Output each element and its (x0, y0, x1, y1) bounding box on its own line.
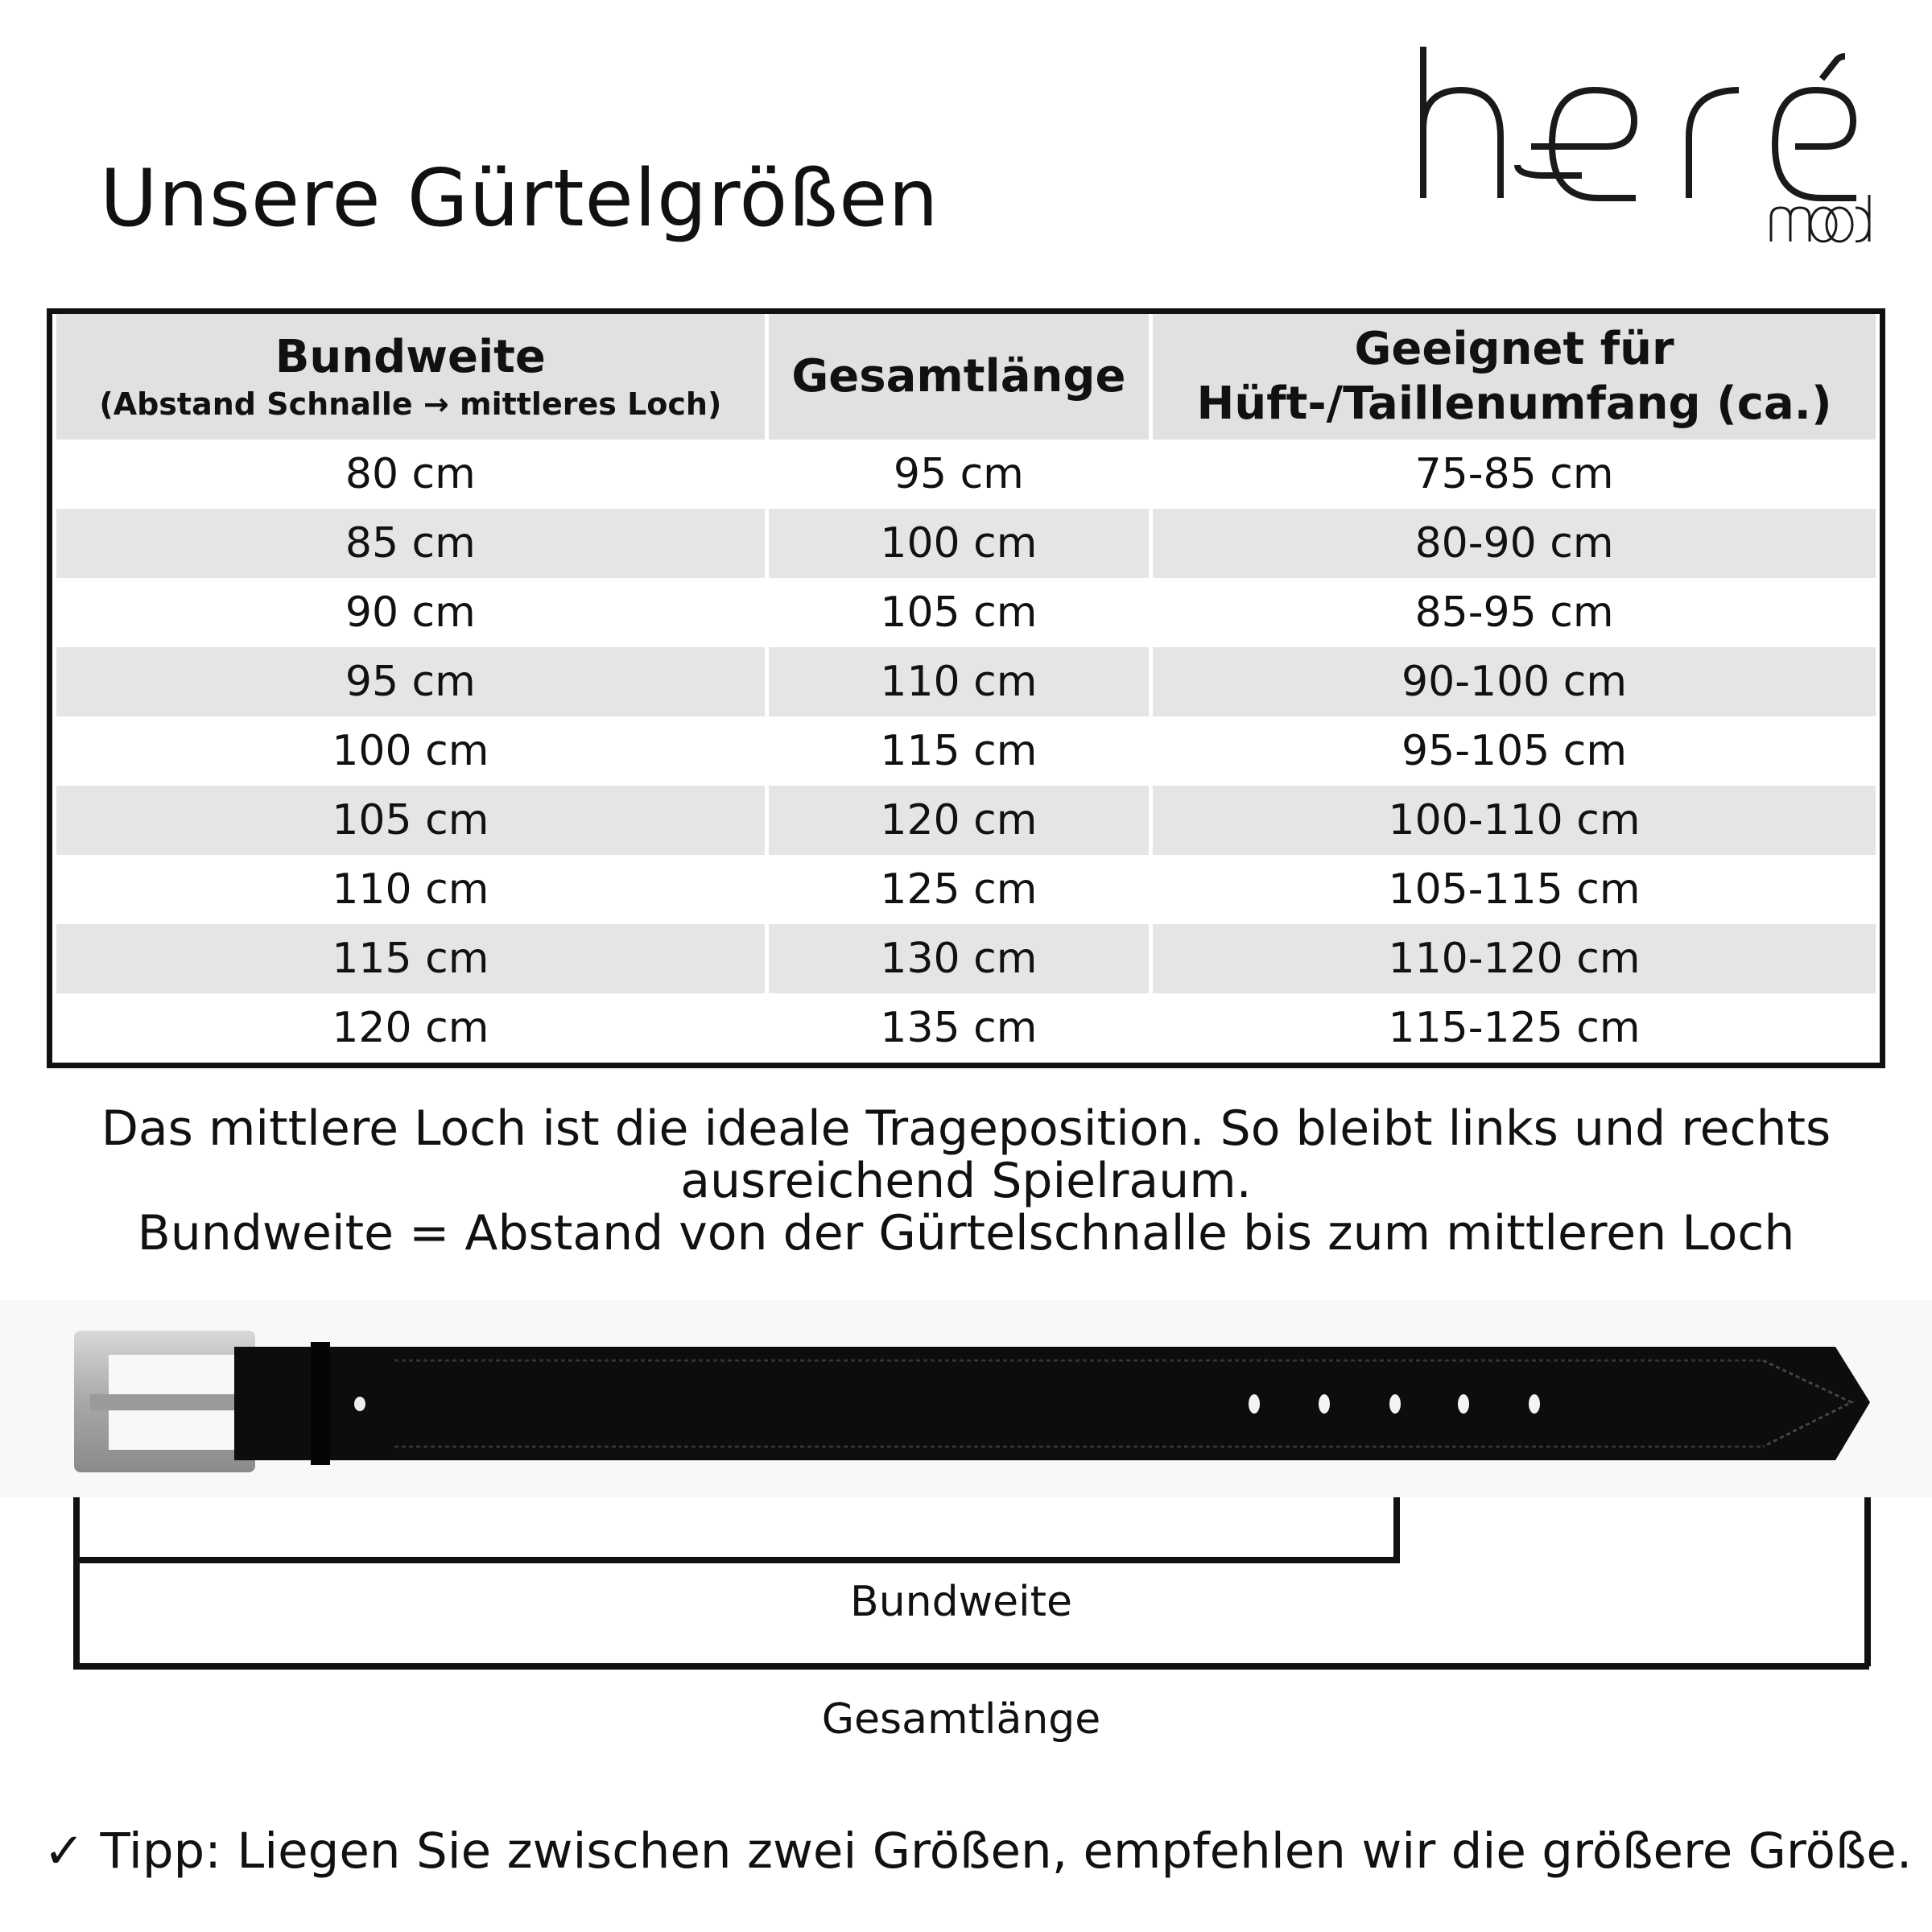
belt-hole (1249, 1394, 1260, 1414)
header-title: Bundweite (275, 331, 546, 383)
table-row (56, 716, 1876, 786)
cell-geeignet: 100-110 cm (1153, 786, 1876, 855)
header-geeignet (1153, 314, 1876, 440)
cell-gesamtlaenge: 95 cm (893, 450, 1024, 498)
cell-gesamtlaenge: 130 cm (769, 924, 1149, 993)
cell-bundweite: 85 cm (56, 509, 765, 578)
cell-gesamtlaenge: 120 cm (769, 786, 1149, 855)
cell-gesamtlaenge: 110 cm (769, 647, 1149, 716)
note-line: Bundweite = Abstand von der Gürtelschnalle bis zum mittleren Loch (137, 1205, 1795, 1261)
header-title-line2: Hüft-/Taillenumfang (ca.) (1196, 378, 1832, 430)
belt-hole (1319, 1394, 1330, 1414)
cell-bundweite: 90 cm (345, 588, 476, 637)
bundweite-label: Bundweite (850, 1578, 1072, 1626)
table-row (56, 509, 1876, 578)
cell-geeignet: 105-115 cm (1388, 865, 1641, 914)
cell-bundweite: 115 cm (56, 924, 765, 993)
cell-bundweite: 110 cm (332, 865, 489, 914)
cell-bundweite: 105 cm (56, 786, 765, 855)
note-line: Das mittlere Loch ist die ideale Trageposition. So bleibt links und rechts (101, 1100, 1831, 1157)
brand-logo (1401, 32, 1900, 258)
explanation-text (0, 1100, 1932, 1261)
cell-gesamtlaenge: 115 cm (880, 727, 1038, 775)
table-header-row (56, 314, 1876, 440)
cell-bundweite: 100 cm (332, 727, 489, 775)
belt-image (0, 1300, 1932, 1497)
table-row (56, 786, 1876, 855)
cell-gesamtlaenge: 135 cm (880, 1004, 1038, 1052)
cell-geeignet: 115-125 cm (1388, 1004, 1641, 1052)
cell-gesamtlaenge: 100 cm (769, 509, 1149, 578)
belt-hole (354, 1397, 365, 1411)
cell-gesamtlaenge: 125 cm (880, 865, 1038, 914)
header-gesamtlaenge: Gesamtlänge (769, 314, 1149, 440)
bundweite-bracket (76, 1497, 1397, 1560)
cell-geeignet: 110-120 cm (1153, 924, 1876, 993)
buckle-prong (90, 1394, 235, 1410)
table-row (56, 924, 1876, 993)
table-row (56, 440, 1876, 509)
cell-geeignet: 80-90 cm (1153, 509, 1876, 578)
size-table (47, 308, 1885, 1068)
measurement-diagram (0, 1497, 1932, 1744)
note-line: ausreichend Spielraum. (680, 1153, 1252, 1209)
belt-hole (1529, 1394, 1540, 1414)
header-subtitle: (Abstand Schnalle → mittleres Loch) (99, 386, 722, 422)
cell-gesamtlaenge: 105 cm (880, 588, 1038, 637)
table-row (56, 993, 1876, 1063)
table-row (56, 855, 1876, 924)
header-title: Geeignet für (1354, 323, 1674, 375)
table-row (56, 578, 1876, 647)
cell-geeignet: 90-100 cm (1153, 647, 1876, 716)
table-row (56, 647, 1876, 716)
header-bundweite (56, 314, 765, 440)
cell-bundweite: 95 cm (56, 647, 765, 716)
cell-geeignet: 95-105 cm (1402, 727, 1628, 775)
belt-hole (1389, 1394, 1401, 1414)
page-title: Unsere Gürtelgrößen (100, 153, 939, 245)
belt-strap (234, 1347, 1870, 1460)
cell-bundweite: 120 cm (332, 1004, 489, 1052)
cell-bundweite: 80 cm (345, 450, 476, 498)
belt-hole (1458, 1394, 1469, 1414)
gesamtlaenge-label: Gesamtlänge (821, 1695, 1101, 1744)
cell-geeignet: 75-85 cm (1414, 450, 1614, 498)
belt-keeper (311, 1342, 330, 1465)
cell-geeignet: 85-95 cm (1414, 588, 1614, 637)
tip-text: ✓ Tipp: Liegen Sie zwischen zwei Größen, empfehlen wir die größere Größe. (43, 1823, 1913, 1880)
